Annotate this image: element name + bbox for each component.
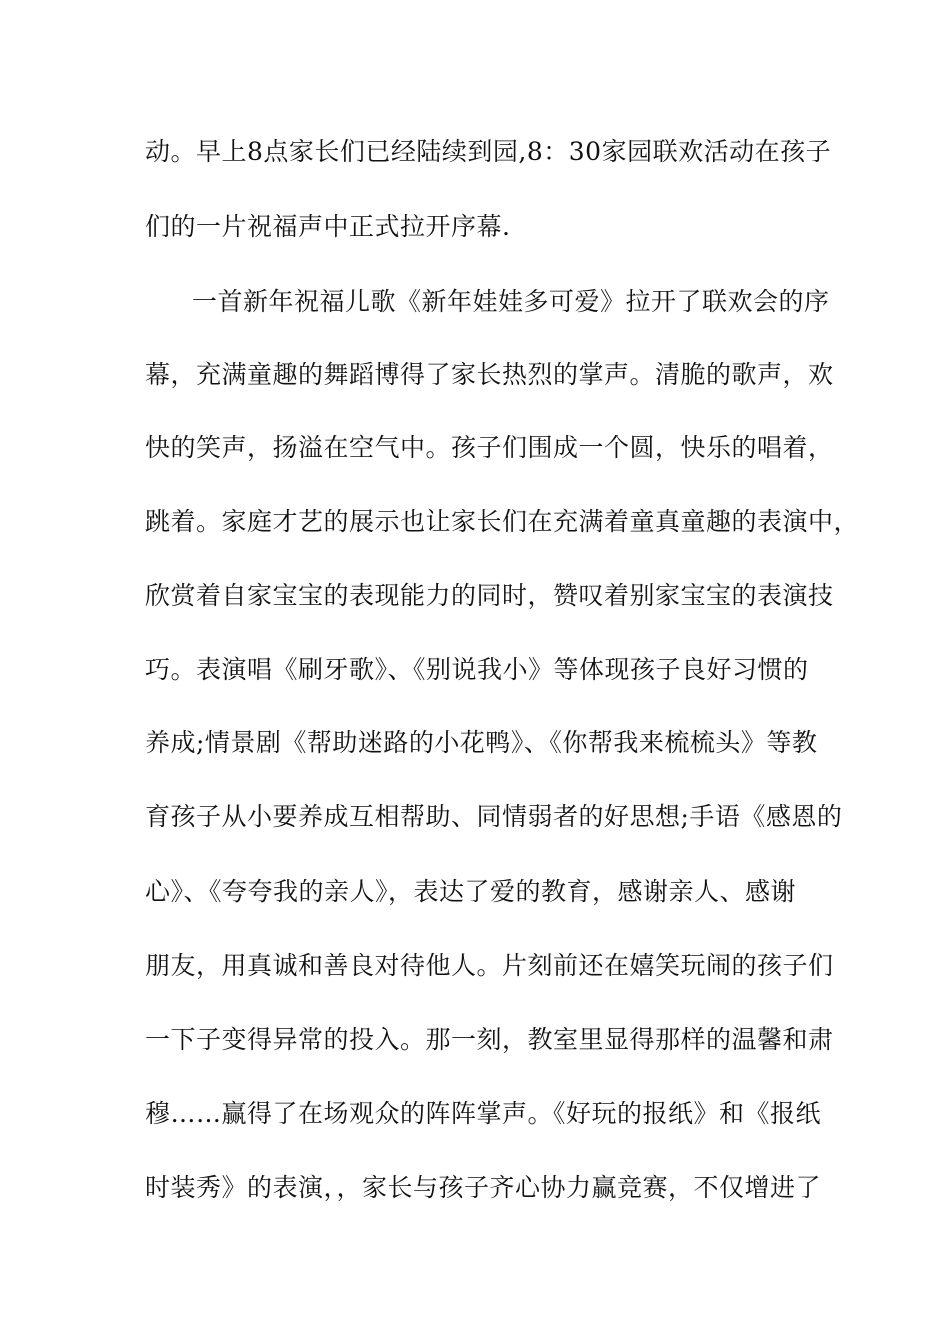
- text-line: 们的一片祝福声中正式拉开序幕.: [145, 212, 511, 241]
- text-line: 跳着。家庭才艺的展示也让家长们在充满着童真童趣的表演中，: [145, 507, 860, 536]
- text-line: 穆……赢得了在场观众的阵阵掌声。《好玩的报纸》和《报纸: [145, 1099, 822, 1128]
- text-line: 朋友，用真诚和善良对待他人。片刻前还在嬉笑玩闹的孩子们: [145, 951, 834, 980]
- text-line: 一下子变得异常的投入。那一刻，教室里显得那样的温馨和肃: [145, 1025, 834, 1054]
- paragraph-first-line: 一首新年祝福儿歌《新年娃娃多可爱》拉开了联欢会的序: [192, 287, 830, 316]
- text-line: 心》、《夸夸我的亲人》，表达了爱的教育，感谢亲人、感谢: [145, 877, 797, 906]
- text-line: 养成;情景剧《帮助迷路的小花鸭》、《你帮我来梳梳头》等教: [145, 728, 818, 757]
- text-line: 时装秀》的表演，，家长与孩子齐心协力赢竞赛，不仅增进了: [145, 1173, 822, 1202]
- text-line: 育孩子从小要养成互相帮助、同情弱者的好思想;手语《感恩的: [145, 802, 843, 831]
- text-line: 巧。表演唱《刷牙歌》、《别说我小》等体现孩子良好习惯的: [145, 655, 809, 684]
- text-line: 快的笑声，扬溢在空气中。孩子们围成一个圆，快乐的唱着，: [145, 433, 834, 462]
- text-line: 欣赏着自家宝宝的表现能力的同时，赞叹着别家宝宝的表演技: [145, 581, 834, 610]
- text-line: 动。早上8点家长们已经陆续到园,8：30家园联欢活动在孩子: [145, 137, 832, 166]
- text-line: 幕，充满童趣的舞蹈博得了家长热烈的掌声。清脆的歌声，欢: [145, 360, 834, 389]
